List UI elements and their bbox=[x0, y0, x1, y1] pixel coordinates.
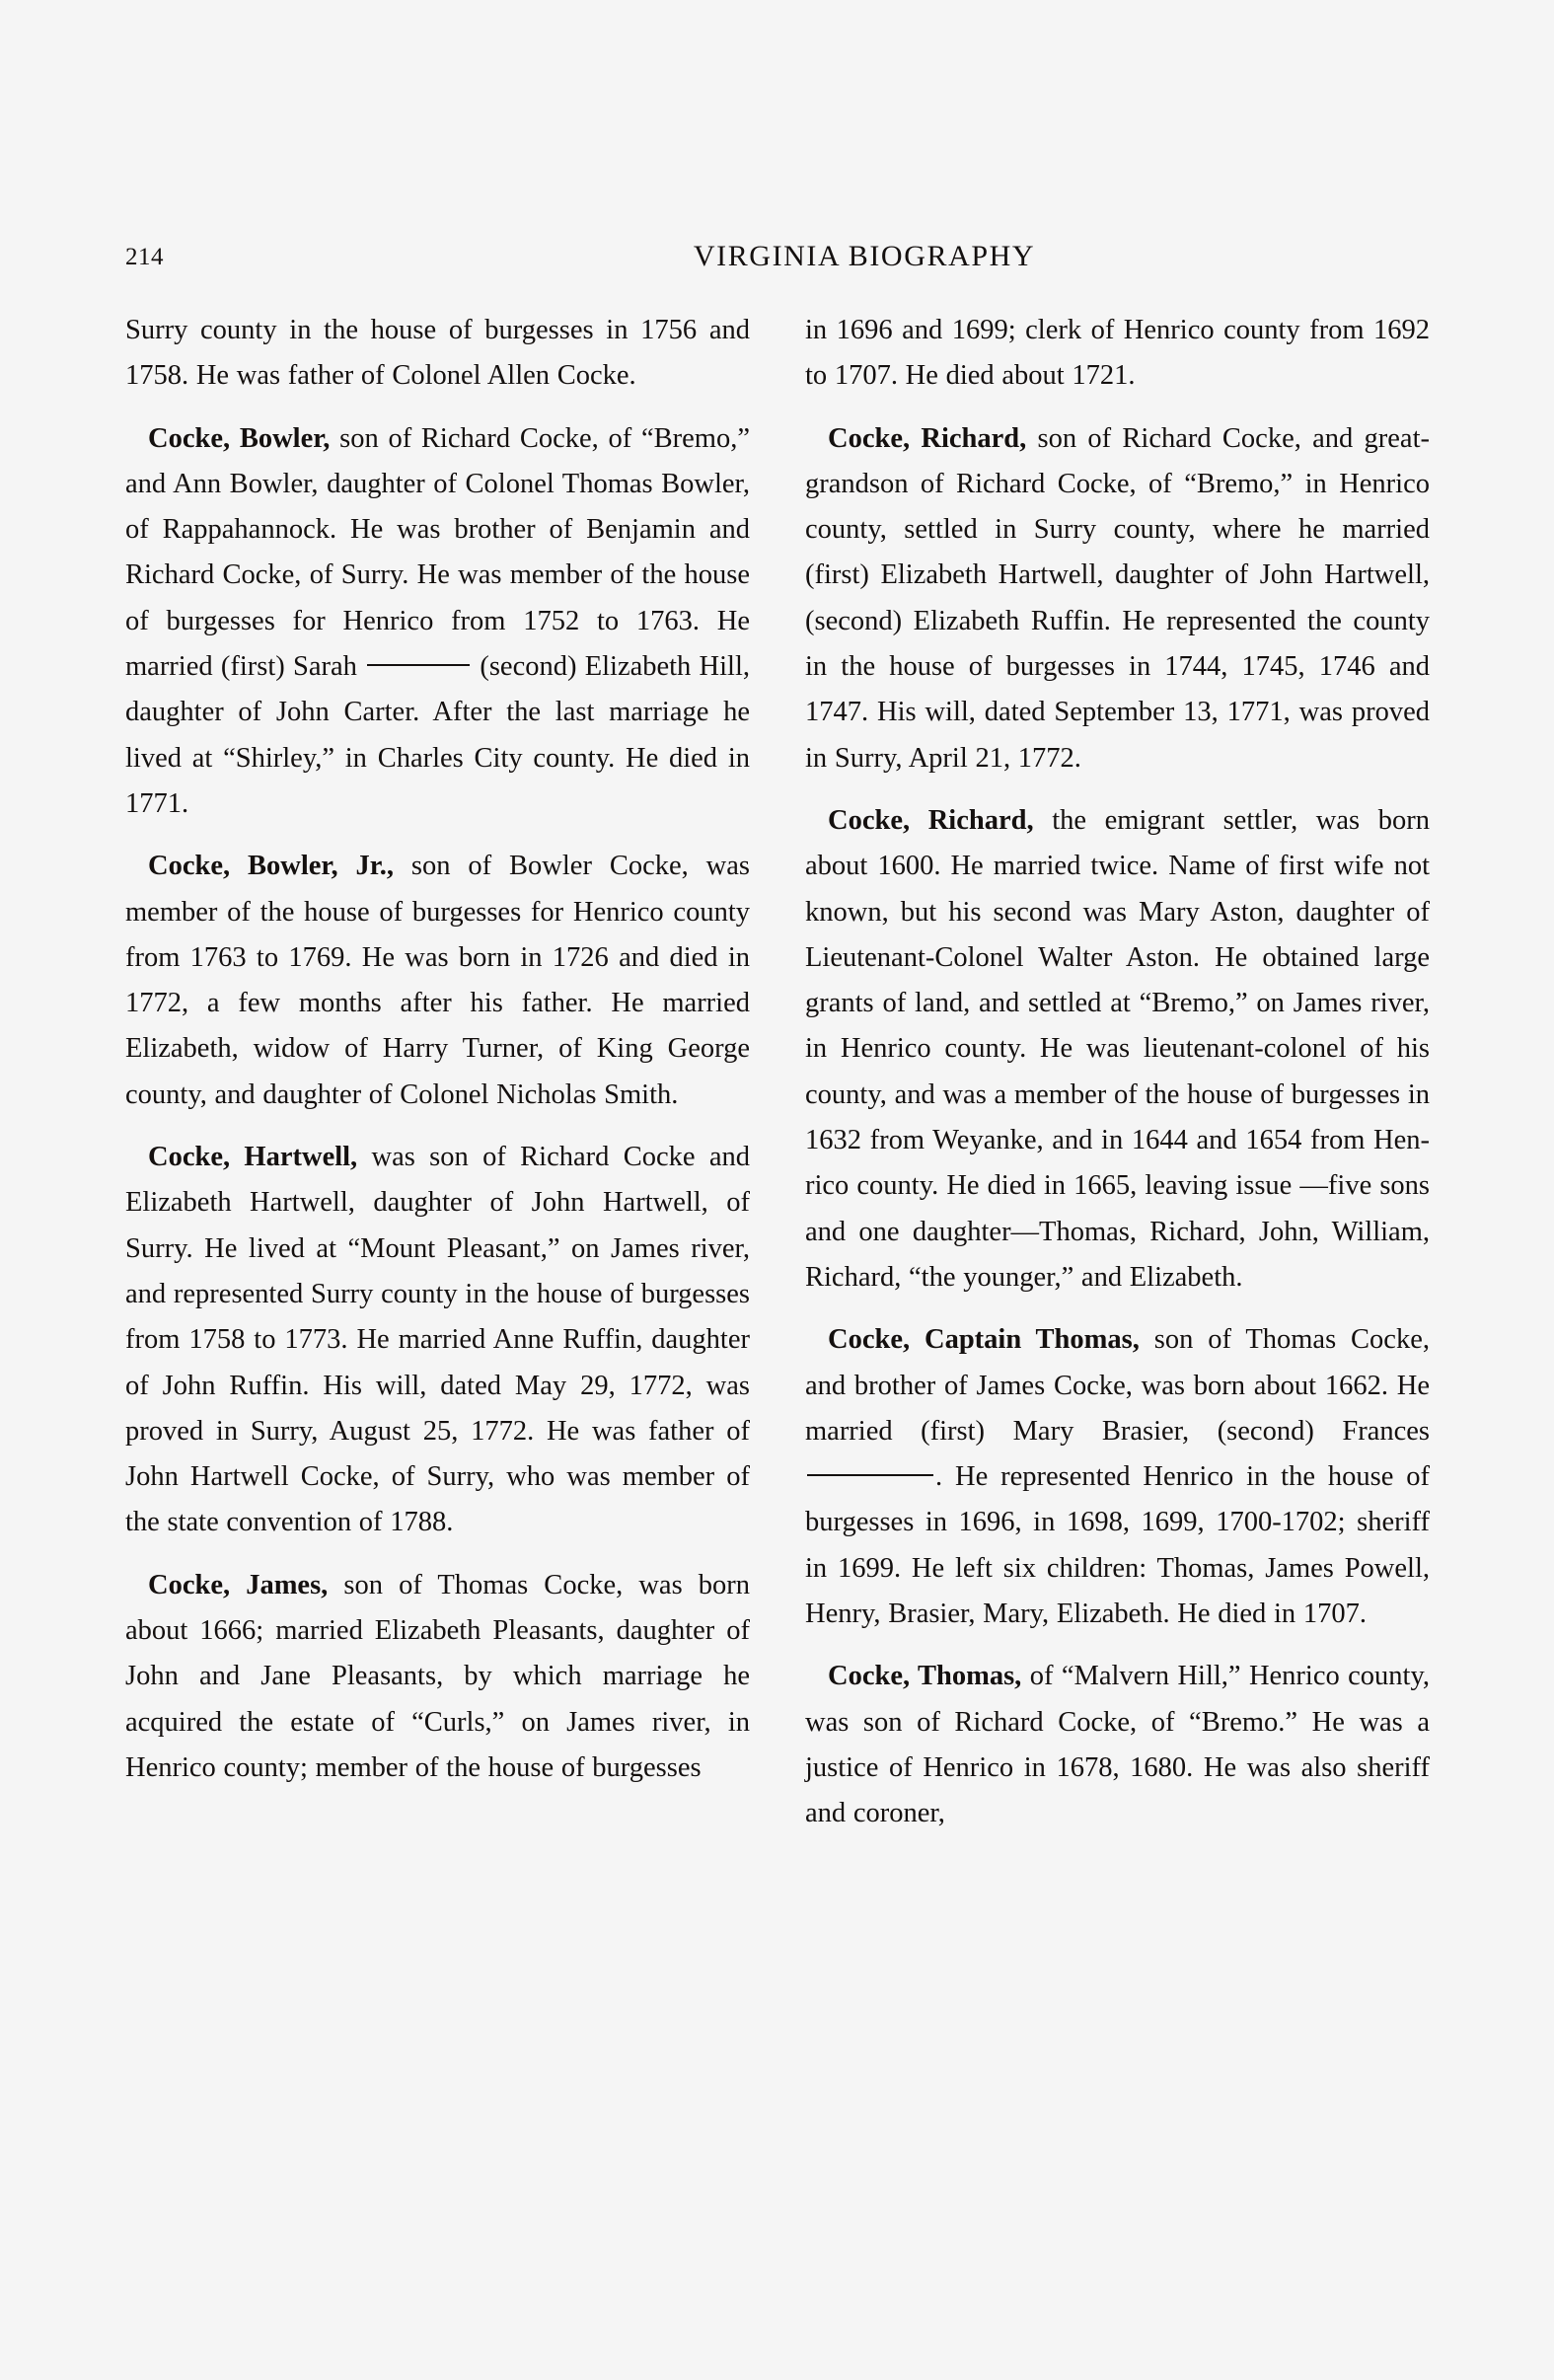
paragraph-text: son of Bowler Cocke, was member of the house of burgesses for Henrico county from 1763 to 1769. He was born in 1726 and died in 1772, a few months after his father. He married Elizabeth, widow of Harry Turner, of King George county, and daughter of Colonel Nicholas Smith. bbox=[125, 851, 750, 1110]
page-title: VIRGINIA BIOGRAPHY bbox=[693, 240, 1036, 272]
paragraph-text: the emigrant settler, was born about 1600. He married twice. Name of first wife not known, but his second was Mary Aston, daughter of Lieutenant-Colonel Walter Aston. He obtained large grants of land, and settled at “Bremo,” on James river, in Henrico county. He was lieutenant-colonel of his county, and was a member of the house of burgesses in 1632 from Weyanke, and in 1644 and 1654 from Henrico county. He died in 1665, leaving issue —five sons and one daughter—Thomas, Richard, John, William, Richard, “the younger,” and Elizabeth. bbox=[805, 804, 1430, 1293]
entry-heading: Cocke, Thomas, bbox=[828, 1661, 1022, 1692]
entry-heading: Cocke, Hartwell, bbox=[148, 1142, 358, 1173]
right-column bbox=[805, 308, 1430, 1837]
paragraph-text: in 1696 and 1699; clerk of Henrico county from 1692 to 1707. He died about 1721. bbox=[805, 315, 1430, 392]
paragraph-text-before-rule: son of Thomas Cocke, and brother of James Cocke, was born about 1662. He married (first) Mary Brasier, (second) Frances bbox=[805, 1324, 1430, 1447]
blank-name-rule bbox=[807, 1474, 933, 1476]
entry-heading: Cocke, Richard, bbox=[828, 422, 1027, 454]
left-column bbox=[125, 308, 750, 1837]
running-head bbox=[125, 240, 1430, 281]
entry-heading: Cocke, Bowler, Jr., bbox=[148, 851, 395, 882]
entry-cocke-captain-thomas bbox=[805, 1317, 1430, 1637]
paragraph-text-before-rule: son of Richard Cocke, of “Bremo,” and Ann Bowler, daughter of Colonel Thomas Bowler, of Rappahannock. He was brother of Benjamin and Richard Cocke, of Surry. He was member of the house of burgesses for Henrico from 1752 to 1763. He married (first) Sarah bbox=[125, 422, 750, 683]
paragraph-text-after-rule: (second) Elizabeth Hill, daughter of John Carter. After the last marriage he lived at “Shirley,” in Charles City county. He died in 1771. bbox=[125, 651, 751, 819]
paragraph-text: Surry county in the house of burgesses in 1756 and 1758. He was father of Colonel Allen Cocke. bbox=[125, 315, 750, 392]
entry-cocke-bowler-jr bbox=[125, 844, 750, 1118]
entry-heading: Cocke, Bowler, bbox=[148, 422, 331, 454]
paragraph-text-after-rule: . He represented Henrico in the house of burgesses in 1696, in 1698, 1699, 1700-1702; sheriff in 1699. He left six children: Thomas, James Powell, Henry, Brasier, Mary, Elizabeth. He died in 1707. bbox=[805, 1461, 1430, 1630]
entry-cocke-thomas-malvern bbox=[805, 1654, 1430, 1836]
paragraph-text: son of Richard Cocke, and great-grandson of Richard Cocke, of “Bremo,” in Henrico county, settled in Surry county, where he married (first) Elizabeth Hartwell, daughter of John Hartwell, (second) Elizabeth Ruffin. He represented the county in the house of burgesses in 1744, 1745, 1746 and 1747. His will, dated September 13, 1771, was proved in Surry, April 21, 1772. bbox=[805, 422, 1430, 774]
entry-cocke-james bbox=[125, 1563, 750, 1791]
entry-heading: Cocke, Captain Thomas, bbox=[828, 1324, 1140, 1356]
entry-cocke-richard-surry bbox=[805, 416, 1430, 781]
entry-heading: Cocke, James, bbox=[148, 1569, 329, 1600]
entry-heading: Cocke, Richard, bbox=[828, 804, 1034, 836]
paragraph-text: of “Malvern Hill,” Henrico county, was son of Richard Cocke, of “Bremo.” He was a justice of Henrico in 1678, 1680. He was also sheriff and coroner, bbox=[805, 1661, 1430, 1829]
paragraph-text: was son of Richard Cocke and Elizabeth Hartwell, daughter of John Hartwell, of Surry. He lived at “Mount Pleasant,” on James river, and represented Surry county in the house of burgesses from 1758 to 1773. He married Anne Ruffin, daughter of John Ruffin. His will, dated May 29, 1772, was proved in Surry, August 25, 1772. He was father of John Hartwell Cocke, of Surry, who was member of the state convention of 1788. bbox=[125, 1142, 750, 1538]
paragraph-allen-cocke-tail bbox=[125, 308, 750, 400]
page-number: 214 bbox=[125, 244, 164, 270]
paragraph-james-cocke-tail bbox=[805, 308, 1430, 400]
blank-name-rule bbox=[367, 664, 470, 666]
entry-cocke-hartwell bbox=[125, 1135, 750, 1546]
paragraph-text: son of Thomas Cocke, was born about 1666; married Elizabeth Pleasants, daughter of John and Jane Pleasants, by which marriage he acquired the estate of “Curls,” on James river, in Henrico county; member of the house of burgesses bbox=[125, 1569, 750, 1783]
entry-cocke-richard-emigrant bbox=[805, 798, 1430, 1301]
body-columns bbox=[125, 308, 1430, 1837]
entry-cocke-bowler bbox=[125, 416, 750, 828]
